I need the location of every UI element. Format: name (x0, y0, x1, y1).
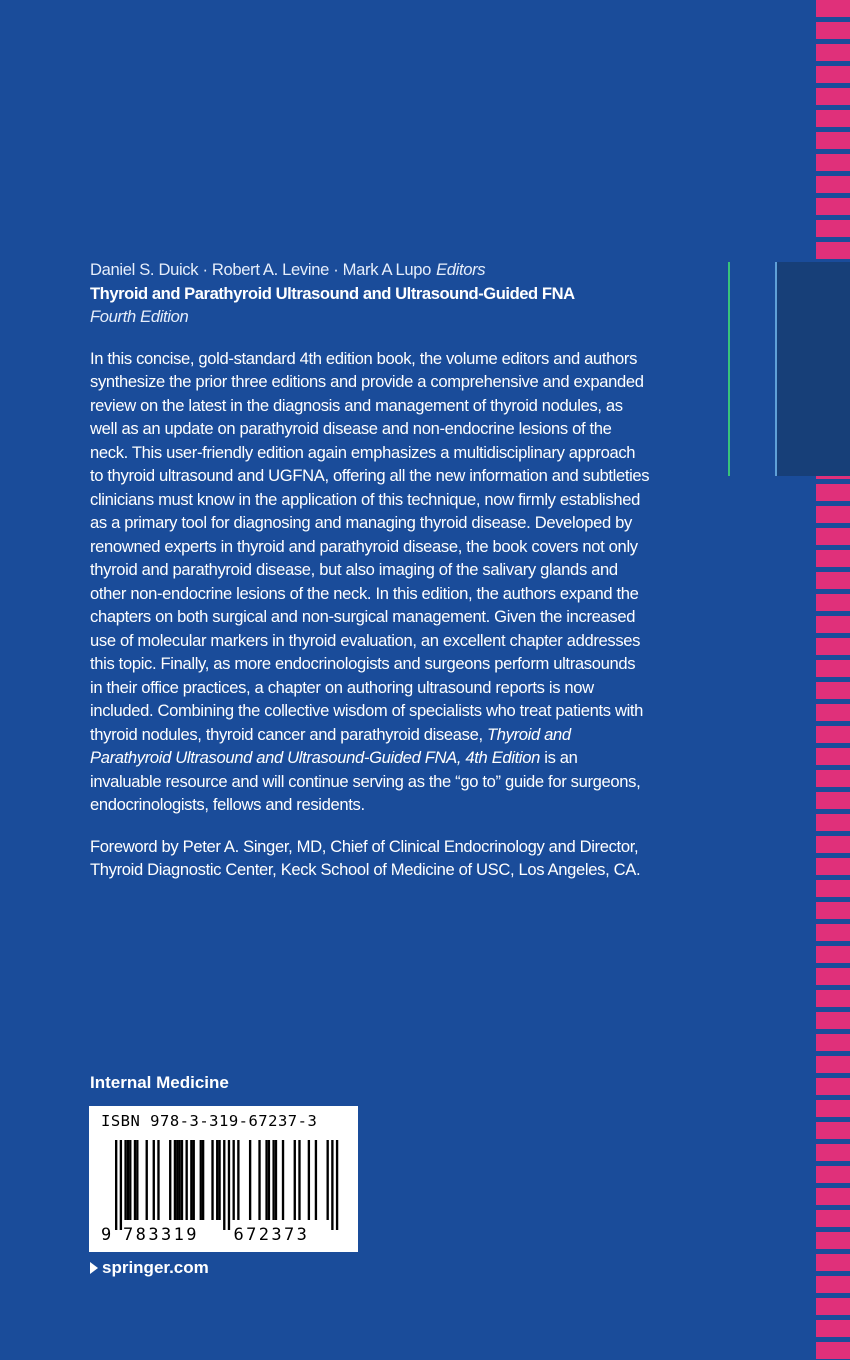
barcode-bar (124, 1140, 126, 1220)
description-text-end: is an invaluable resource and will continue serving as the “go to” guide for surgeons, endocrinologists, fellows and residents. (90, 748, 641, 814)
barcode-bar (331, 1140, 333, 1230)
barcode-bar (193, 1140, 195, 1220)
editors-line (90, 258, 650, 282)
barcode-bar (174, 1140, 176, 1220)
barcode-bar (176, 1140, 178, 1220)
springer-website-link[interactable] (90, 1258, 209, 1278)
barcode-bar (249, 1140, 251, 1220)
dark-edge-block (776, 262, 850, 476)
barcode-bar (129, 1140, 131, 1220)
barcode-bar (336, 1140, 338, 1230)
barcode-bar (275, 1140, 277, 1220)
barcode-bar (265, 1140, 267, 1220)
isbn-barcode (89, 1106, 358, 1252)
barcode-bar (298, 1140, 300, 1220)
foreword-note: Foreword by Peter A. Singer, MD, Chief of Clinical Endocrinology and Director, Thyroid Diagnostic Center, Keck School of Medicine of USC, Los Angeles, CA. (90, 836, 641, 879)
barcode-bar (223, 1140, 225, 1230)
barcode-bar (169, 1140, 171, 1220)
editors-names: Daniel S. Duick · Robert A. Levine · Mark A Lupo (90, 260, 432, 279)
barcode-bar (181, 1140, 183, 1220)
book-title: Thyroid and Parathyroid Ultrasound and Ultrasound-Guided FNA (90, 283, 575, 303)
barcode-bar (127, 1140, 129, 1220)
barcode-bar (258, 1140, 260, 1220)
cover-text-block (90, 258, 650, 882)
barcode-bar (202, 1140, 204, 1220)
barcode-bar (153, 1140, 155, 1220)
barcode-bar (115, 1140, 117, 1230)
barcode-bar (211, 1140, 213, 1220)
barcode-bar (218, 1140, 220, 1220)
barcode-bar (237, 1140, 239, 1220)
barcode-bar (233, 1140, 235, 1220)
book-description (90, 347, 650, 817)
barcode-bar (157, 1140, 159, 1220)
barcode-bar (178, 1140, 180, 1220)
barcode-bar (216, 1140, 218, 1220)
barcode-bar (294, 1140, 296, 1220)
edge-block-divider (775, 262, 777, 476)
barcode-bar (120, 1140, 122, 1230)
description-text: In this concise, gold-standard 4th edition book, the volume editors and authors synthesize the prior three editions and provide a comprehensive and expanded review on the latest in the diagnosis and management of thyroid nodules, as well as an update on parathyroid disease and non-endocrine lesions of the neck. This user-friendly edition again emphasizes a multidisciplinary approach to thyroid ultrasound and UGFNA, offering all the new information and subtleties clinicians must know in the application of this technique, now firmly established as a primary tool for diagnosing and managing thyroid disease. Developed by renowned experts in thyroid and parathyroid disease, the book covers not only thyroid and parathyroid disease, but also imaging of the salivary glands and other non-endocrine lesions of the neck. In this edition, the authors expand the chapters on both surgical and non-surgical management. Given the increased use of molecular markers in thyroid evaluation, an excellent chapter addresses this topic. Finally, as more endocrinologists and surgeons perform ultrasounds in their office practices, a chapter on authoring ultrasound reports is now included. Combining the collective wisdom of specialists who treat patients with thyroid nodules, thyroid cancer and parathyroid disease, (90, 348, 650, 744)
barcode-graphic (89, 1106, 358, 1252)
editors-label: Editors (436, 260, 486, 279)
barcode-bar (327, 1140, 329, 1220)
barcode-bar (282, 1140, 284, 1220)
barcode-bar (308, 1140, 310, 1220)
barcode-bar (190, 1140, 192, 1220)
barcode-bar (200, 1140, 202, 1220)
barcode-bar (134, 1140, 136, 1220)
springer-website-text: springer.com (102, 1258, 209, 1277)
barcode-digits: 672373 (233, 1225, 310, 1245)
barcode-bar (228, 1140, 230, 1230)
edition-label: Fourth Edition (90, 307, 189, 326)
pink-edge-stripe (816, 0, 850, 1360)
isbn-number: ISBN 978-3-319-67237-3 (101, 1112, 318, 1130)
barcode-bar (136, 1140, 138, 1220)
barcode-bar (146, 1140, 148, 1220)
barcode-bar (186, 1140, 188, 1220)
barcode-bar (272, 1140, 274, 1220)
barcode-digits: 9 (101, 1225, 112, 1245)
barcode-bar (315, 1140, 317, 1220)
green-accent-line (728, 262, 730, 476)
arrow-right-icon (90, 1262, 98, 1274)
barcode-bar (268, 1140, 270, 1220)
series-label: Internal Medicine (90, 1073, 229, 1092)
barcode-digits: 783319 (123, 1225, 199, 1245)
description-italic-title: Thyroid and Parathyroid Ultrasound and Ultrasound-Guided FNA, 4th Edition (90, 724, 571, 767)
